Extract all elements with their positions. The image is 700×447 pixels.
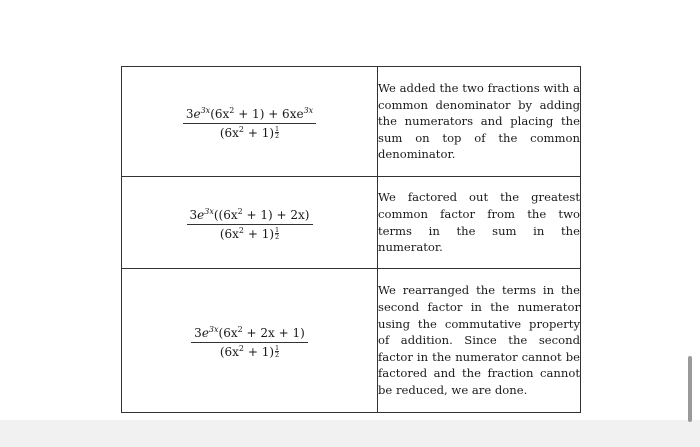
fraction-numerator: $3e^{3x}(6x^2 + 2x + 1)$ [191,326,308,343]
fraction-expression [187,208,313,241]
steps-table [121,66,581,413]
fraction-denominator: $(6x^2 + 1)$ $\frac{1}{2}$ [219,226,280,241]
page-bottom-band [0,420,700,447]
table-row [122,67,581,177]
fraction-numerator: $3e^{3x}(6x^2 + 1) + 6xe^{3x}$ [183,107,316,124]
table-row [122,269,581,413]
expression-cell [122,177,378,269]
fraction-denominator: $(6x^2 + 1)$ $\frac{1}{2}$ [219,125,280,140]
expression-cell [122,269,378,413]
explanation-cell: We rearranged the terms in the second factor in the numerator using the commutative property of addition. Since the second factor in the numerator cannot be factored and the fraction cannot be reduced, we are done. [378,269,581,413]
explanation-cell: We factored out the greatest common factor from the two terms in the sum in the numerator. [378,177,581,269]
fraction-expression [183,107,316,140]
fraction-expression [191,326,308,359]
fraction-numerator: $3e^{3x}((6x^2 + 1) + 2x)$ [187,208,313,225]
table-row [122,177,581,269]
vertical-scrollbar[interactable] [688,356,692,422]
explanation-cell: We added the two fractions with a common denominator by adding the numerators and placing the sum on top of the common denominator. [378,67,581,177]
fraction-denominator: $(6x^2 + 1)$ $\frac{1}{2}$ [219,344,280,359]
expression-cell [122,67,378,177]
